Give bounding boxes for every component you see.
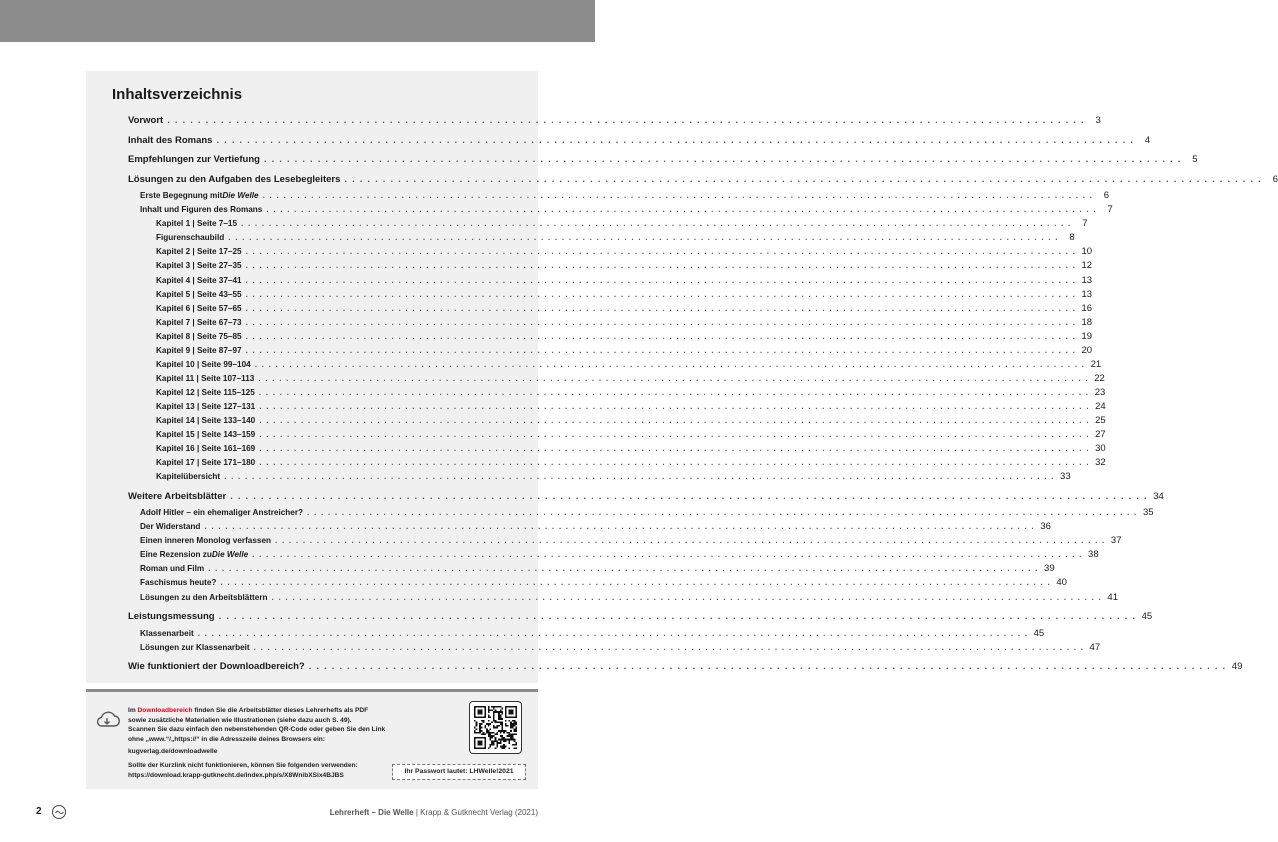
toc-entry-page: 45 (1033, 627, 1045, 639)
toc-entry[interactable] (156, 316, 1093, 328)
toc-entry-title: Kapitelübersicht (156, 472, 221, 482)
toc-entry[interactable] (128, 611, 1153, 623)
toc-entry[interactable] (156, 358, 1102, 370)
toc-entry-page: 12 (1081, 260, 1093, 272)
toc-entry-title: Erste Begegnung mit (140, 191, 223, 201)
toc-entry[interactable] (140, 563, 1055, 575)
toc-entry-title: Kapitel 7 | Seite 67–73 (156, 317, 242, 327)
toc-entry-page: 18 (1081, 316, 1093, 328)
toc-entry-page: 45 (1141, 611, 1153, 623)
toc-entry-title: Inhalt des Romans (128, 134, 213, 146)
toc-leader-dots: . . . . . . . . . . . . . . . . . . . . . . . . . . . . . . . . . . . . . . . . . . . . . . . . . . . . . . . . . . . . . . . . . . . . . . . . . . . . . . . . . . . . . . . . . . . . . . . . . . . . . . . . . . . . . . . . . . . . . . . . (344, 173, 1263, 185)
toc-entry-title: Kapitel 8 | Seite 75–85 (156, 331, 242, 341)
toc-entry-page: 10 (1081, 246, 1093, 258)
toc-leader-dots: . . . . . . . . . . . . . . . . . . . . . . . . . . . . . . . . . . . . . . . . . . . . . . . . . . . . . . . . . . . . . . . . . . . . . . . . . . . . . . . . . . . . . . . . . . . . . . . . . . . . . . . . . . . . . . . . . . . . . . . . (245, 303, 1077, 313)
toc-leader-dots: . . . . . . . . . . . . . . . . . . . . . . . . . . . . . . . . . . . . . . . . . . . . . . . . . . . . . . . . . . . . . . . . . . . . . . . . . . . . . . . . . . . . . . . . . . . . . . . . . . . . . . . . . . . . . . . . . . . . . . . . (167, 115, 1085, 126)
toc-entry-page: 8 (1069, 232, 1075, 244)
toc-entry[interactable] (128, 154, 1198, 166)
toc-entry[interactable] (140, 627, 1045, 639)
toc-entry[interactable] (156, 260, 1093, 272)
toc-leader-dots: . . . . . . . . . . . . . . . . . . . . . . . . . . . . . . . . . . . . . . . . . . . . . . . . . . . . . . . . . . . . . . . . . . . . . . . . . . . . . . . . . . . . . . . . . . . . . . . . . . . . . . . . . . . . . . . . . . . . . . . . (228, 233, 1059, 243)
toc-entry[interactable] (140, 535, 1122, 547)
toc-entry[interactable] (156, 232, 1075, 244)
toc-leader-dots: . . . . . . . . . . . . . . . . . . . . . . . . . . . . . . . . . . . . . . . . . . . . . . . . . . . . . . . . . . . . . . . . . . . . . . . . . . . . . . . . . . . . . . . . . . . . . . . . . . . . . . . . . . . . . . . . . . . . . . . . (253, 642, 1085, 652)
toc-entry-title: Kapitel 5 | Seite 43–55 (156, 289, 242, 299)
toc-entry[interactable] (156, 330, 1093, 342)
toc-entry-page: 39 (1044, 563, 1055, 575)
toc-entry[interactable] (156, 457, 1106, 469)
toc-entry-title: Lösungen zu den Aufgaben des Lesebegleiters (128, 173, 341, 185)
toc-leader-dots: . . . . . . . . . . . . . . . . . . . . . . . . . . . . . . . . . . . . . . . . . . . . . . . . . . . . . . . . . . . . . . . . . . . . . . . . . . . . . . . . . . . . . . . . . . . . . . . . . . . . . . . . . . . . . . . . . . . . . . . . (241, 219, 1072, 229)
toc-leader-dots: . . . . . . . . . . . . . . . . . . . . . . . . . . . . . . . . . . . . . . . . . . . . . . . . . . . . . . . . . . . . . . . . . . . . . . . . . . . . . . . . . . . . . . . . . . . . . . . . . . . . . . . . . . . . . . . . . . . . . . . . (216, 134, 1135, 146)
toc-entry[interactable] (156, 302, 1093, 314)
toc-entry-page: 16 (1081, 302, 1093, 314)
toc-entry-title: Klassenarbeit (140, 628, 194, 638)
toc-entry-title: Kapitel 3 | Seite 27–35 (156, 261, 242, 271)
toc-entry-title: Kapitel 13 | Seite 127–131 (156, 401, 256, 411)
toc-entry-page: 7 (1107, 204, 1113, 216)
toc-entry-page: 34 (1153, 490, 1164, 502)
toc-entry-title: Kapitel 14 | Seite 133–140 (156, 416, 256, 425)
toc-entry-page: 36 (1040, 521, 1051, 533)
download-text-prefix: Im (128, 707, 138, 714)
toc-leader-dots: . . . . . . . . . . . . . . . . . . . . . . . . . . . . . . . . . . . . . . . . . . . . . . . . . . . . . . . . . . . . . . . . . . . . . . . . . . . . . . . . . . . . . . . . . . . . . . . . . . . . . . . . . . . . . . . . . . . . . . . . (258, 387, 1090, 397)
toc-leader-dots: . . . . . . . . . . . . . . . . . . . . . . . . . . . . . . . . . . . . . . . . . . . . . . . . . . . . . . . . . . . . . . . . . . . . . . . . . . . . . . . . . . . . . . . . . . . . . . . . . . . . . . . . . . . . . . . . . . . . . . . . (204, 522, 1035, 532)
toc-entry[interactable] (156, 344, 1093, 356)
toc-leader-dots: . . . . . . . . . . . . . . . . . . . . . . . . . . . . . . . . . . . . . . . . . . . . . . . . . . . . . . . . . . . . . . . . . . . . . . . . . . . . . . . . . . . . . . . . . . . . . . . . . . . . . . . . . . . . . . . . . . . . . . . . (245, 275, 1077, 285)
toc-list (86, 71, 1278, 683)
toc-entry[interactable] (128, 115, 1101, 126)
download-area-link[interactable]: Downloadbereich (137, 707, 193, 714)
toc-entry-page: 7 (1082, 218, 1088, 230)
footer-publisher: Krapp & Gutknecht Verlag (2021) (420, 808, 538, 817)
toc-leader-dots: . . . . . . . . . . . . . . . . . . . . . . . . . . . . . . . . . . . . . . . . . . . . . . . . . . . . . . . . . . . . . . . . . . . . . . . . . . . . . . . . . . . . . . . . . . . . . . . . . . . . . . . . . . . . . . . . . . . . . . . . (266, 205, 1097, 215)
toc-leader-dots: . . . . . . . . . . . . . . . . . . . . . . . . . . . . . . . . . . . . . . . . . . . . . . . . . . . . . . . . . . . . . . . . . . . . . . . . . . . . . . . . . . . . . . . . . . . . . . . . . . . . . . . . . . . . . . . . . . . . . . . . (271, 592, 1102, 602)
toc-entry-title: Kapitel 4 | Seite 37–41 (156, 275, 242, 285)
toc-entry-title: Kapitel 12 | Seite 115–125 (156, 387, 255, 397)
toc-entry[interactable] (140, 190, 1110, 202)
toc-entry-page: 33 (1060, 471, 1071, 483)
toc-leader-dots: . . . . . . . . . . . . . . . . . . . . . . . . . . . . . . . . . . . . . . . . . . . . . . . . . . . . . . . . . . . . . . . . . . . . . . . . . . . . . . . . . . . . . . . . . . . . . . . . . . . . . . . . . . . . . . . . . . . . . . . . (220, 578, 1051, 588)
fallback-hint: Sollte der Kurzlink nicht funktionieren, können Sie folgenden verwenden: (128, 761, 358, 769)
toc-entry[interactable] (140, 507, 1154, 519)
short-url-link[interactable]: kugverlag.de/downloadwelle (128, 748, 218, 756)
toc-entry-page: 4 (1144, 134, 1151, 146)
download-text-line4: ohne „www.“/„https://“ in die Adresszeile deines Browsers ein: (128, 735, 325, 743)
toc-entry[interactable] (156, 372, 1105, 384)
toc-entry[interactable] (128, 661, 1243, 673)
toc-entry-page: 25 (1095, 415, 1106, 426)
toc-entry[interactable] (140, 641, 1101, 653)
toc-leader-dots: . . . . . . . . . . . . . . . . . . . . . . . . . . . . . . . . . . . . . . . . . . . . . . . . . . . . . . . . . . . . . . . . . . . . . . . . . . . . . . . . . . . . . . . . . . . . . . . . . . . . . . . . . . . . . . . . . . . . . . . . (197, 628, 1029, 638)
header-band (0, 0, 595, 42)
toc-leader-dots: . . . . . . . . . . . . . . . . . . . . . . . . . . . . . . . . . . . . . . . . . . . . . . . . . . . . . . . . . . . . . . . . . . . . . . . . . . . . . . . . . . . . . . . . . . . . . . . . . . . . . . . . . . . . . . . . . . . . . . . . (208, 564, 1039, 574)
toc-leader-dots: . . . . . . . . . . . . . . . . . . . . . . . . . . . . . . . . . . . . . . . . . . . . . . . . . . . . . . . . . . . . . . . . . . . . . . . . . . . . . . . . . . . . . . . . . . . . . . . . . . . . . . . . . . . . . . . . . . . . . . . . (262, 191, 1094, 201)
toc-entry-title: Adolf Hitler – ein ehemaliger Anstreicher? (140, 508, 304, 518)
toc-entry-page: 5 (1192, 154, 1198, 166)
toc-entry-title: Kapitel 10 | Seite 99–104 (156, 359, 251, 369)
toc-entry-title-italic: Die Welle (222, 191, 259, 201)
toc-entry-page: 40 (1056, 577, 1067, 589)
toc-leader-dots: . . . . . . . . . . . . . . . . . . . . . . . . . . . . . . . . . . . . . . . . . . . . . . . . . . . . . . . . . . . . . . . . . . . . . . . . . . . . . . . . . . . . . . . . . . . . . . . . . . . . . . . . . . . . . . . . . . . . . . . . (245, 247, 1077, 257)
toc-entry-title: Lösungen zur Klassenarbeit (140, 642, 250, 652)
toc-entry[interactable] (140, 204, 1113, 216)
toc-entry-page: 32 (1095, 457, 1106, 469)
footer-credits (330, 808, 538, 817)
toc-entry[interactable] (156, 274, 1093, 286)
toc-entry[interactable] (140, 549, 1099, 561)
toc-leader-dots: . . . . . . . . . . . . . . . . . . . . . . . . . . . . . . . . . . . . . . . . . . . . . . . . . . . . . . . . . . . . . . . . . . . . . . . . . . . . . . . . . . . . . . . . . . . . . . . . . . . . . . . . . . . . . . . . . . . . . . . . (259, 430, 1090, 440)
toc-leader-dots: . . . . . . . . . . . . . . . . . . . . . . . . . . . . . . . . . . . . . . . . . . . . . . . . . . . . . . . . . . . . . . . . . . . . . . . . . . . . . . . . . . . . . . . . . . . . . . . . . . . . . . . . . . . . . . . . . . . . . . . . (245, 345, 1077, 355)
download-text-line2: sowie zusätzliche Materialien wie Illustrationen (siehe dazu auch S. 49). (128, 716, 352, 724)
toc-leader-dots: . . . . . . . . . . . . . . . . . . . . . . . . . . . . . . . . . . . . . . . . . . . . . . . . . . . . . . . . . . . . . . . . . . . . . . . . . . . . . . . . . . . . . . . . . . . . . . . . . . . . . . . . . . . . . . . . . . . . . . . . (245, 261, 1077, 271)
toc-leader-dots: . . . . . . . . . . . . . . . . . . . . . . . . . . . . . . . . . . . . . . . . . . . . . . . . . . . . . . . . . . . . . . . . . . . . . . . . . . . . . . . . . . . . . . . . . . . . . . . . . . . . . . . . . . . . . . . . . . . . . . . . (254, 359, 1086, 369)
toc-entry-page: 19 (1081, 330, 1093, 342)
toc-leader-dots: . . . . . . . . . . . . . . . . . . . . . . . . . . . . . . . . . . . . . . . . . . . . . . . . . . . . . . . . . . . . . . . . . . . . . . . . . . . . . . . . . . . . . . . . . . . . . . . . . . . . . . . . . . . . . . . . . . . . . . . . (258, 373, 1089, 383)
toc-entry-title: Weitere Arbeitsblätter (128, 490, 227, 502)
toc-entry[interactable] (156, 386, 1106, 398)
toc-entry-title: Leistungsmessung (128, 611, 215, 623)
toc-entry-page: 24 (1095, 400, 1106, 412)
toc-entry[interactable] (128, 173, 1278, 185)
toc-leader-dots: . . . . . . . . . . . . . . . . . . . . . . . . . . . . . . . . . . . . . . . . . . . . . . . . . . . . . . . . . . . . . . . . . . . . . . . . . . . . . . . . . . . . . . . . . . . . . . . . . . . . . . . . . . . . . . . . . . . . . . . . (245, 317, 1077, 327)
toc-entry[interactable] (156, 471, 1071, 483)
toc-entry-title: Kapitel 17 | Seite 171–180 (156, 458, 256, 468)
page-number: 2 (36, 806, 42, 817)
toc-entry-title: Kapitel 9 | Seite 87–97 (156, 345, 242, 355)
toc-entry[interactable] (128, 490, 1164, 502)
qr-code-frame (469, 701, 522, 754)
toc-entry-page: 22 (1094, 372, 1105, 384)
toc-entry[interactable] (128, 134, 1151, 146)
toc-entry-title: Kapitel 6 | Seite 57–65 (156, 303, 242, 313)
toc-entry-page: 37 (1110, 535, 1122, 547)
toc-entry[interactable] (156, 443, 1106, 455)
toc-entry-page: 13 (1081, 274, 1093, 286)
toc-entry-page: 49 (1231, 661, 1243, 673)
toc-entry[interactable] (140, 577, 1067, 589)
toc-entry-title: Der Widerstand (140, 522, 201, 532)
toc-entry-title: Kapitel 16 | Seite 161–169 (156, 444, 256, 454)
toc-leader-dots: . . . . . . . . . . . . . . . . . . . . . . . . . . . . . . . . . . . . . . . . . . . . . . . . . . . . . . . . . . . . . . . . . . . . . . . . . . . . . . . . . . . . . . . . . . . . . . . . . . . . . . . . . . . . . . . . . . . . . . . . (259, 416, 1090, 425)
toc-entry-page: 47 (1089, 641, 1101, 653)
cloud-download-icon (94, 710, 120, 730)
toc-entry[interactable] (156, 218, 1088, 230)
toc-entry-title: Kapitel 11 | Seite 107–113 (156, 373, 255, 383)
password-box: Ihr Passwort lautet: LHWelle!2021 (392, 764, 526, 780)
toc-entry-title: Lösungen zu den Arbeitsblättern (140, 592, 268, 602)
download-text-line3: Scannen Sie dazu einfach den nebenstehenden QR-Code oder geben Sie den Link (128, 726, 386, 734)
toc-entry-page: 38 (1088, 549, 1099, 561)
toc-entry-page: 6 (1272, 173, 1278, 185)
toc-entry-title: Wie funktioniert der Downloadbereich? (128, 661, 305, 673)
toc-leader-dots: . . . . . . . . . . . . . . . . . . . . . . . . . . . . . . . . . . . . . . . . . . . . . . . . . . . . . . . . . . . . . . . . . . . . . . . . . . . . . . . . . . . . . . . . . . . . . . . . . . . . . . . . . . . . . . . . . . . . . . . . (230, 490, 1148, 502)
toc-leader-dots: . . . . . . . . . . . . . . . . . . . . . . . . . . . . . . . . . . . . . . . . . . . . . . . . . . . . . . . . . . . . . . . . . . . . . . . . . . . . . . . . . . . . . . . . . . . . . . . . . . . . . . . . . . . . . . . . . . . . . . . . (307, 508, 1138, 518)
download-instructions (128, 706, 398, 780)
toc-entry-title-italic: Die Welle (211, 550, 249, 560)
toc-leader-dots: . . . . . . . . . . . . . . . . . . . . . . . . . . . . . . . . . . . . . . . . . . . . . . . . . . . . . . . . . . . . . . . . . . . . . . . . . . . . . . . . . . . . . . . . . . . . . . . . . . . . . . . . . . . . . . . . . . . . . . . . (259, 401, 1090, 411)
toc-entry-page: 27 (1095, 429, 1106, 441)
toc-entry-page: 30 (1095, 443, 1106, 455)
toc-entry[interactable] (156, 400, 1106, 412)
toc-entry-page: 35 (1142, 507, 1154, 519)
toc-entry-title: Inhalt und Figuren des Romans (140, 205, 263, 215)
toc-entry-title: Kapitel 15 | Seite 143–159 (156, 430, 256, 440)
toc-entry-page: 3 (1095, 115, 1101, 126)
toc-leader-dots: . . . . . . . . . . . . . . . . . . . . . . . . . . . . . . . . . . . . . . . . . . . . . . . . . . . . . . . . . . . . . . . . . . . . . . . . . . . . . . . . . . . . . . . . . . . . . . . . . . . . . . . . . . . . . . . . . . . . . . . . (252, 550, 1083, 560)
long-url-link[interactable]: https://download.krapp-gutknecht.de/index.php/s/X8WnibXSix4BJBS (128, 771, 344, 779)
toc-leader-dots: . . . . . . . . . . . . . . . . . . . . . . . . . . . . . . . . . . . . . . . . . . . . . . . . . . . . . . . . . . . . . . . . . . . . . . . . . . . . . . . . . . . . . . . . . . . . . . . . . . . . . . . . . . . . . . . . . . . . . . . . (245, 289, 1077, 299)
toc-entry-page: 23 (1094, 386, 1106, 398)
toc-entry-title: Faschismus heute? (140, 578, 217, 588)
toc-leader-dots: . . . . . . . . . . . . . . . . . . . . . . . . . . . . . . . . . . . . . . . . . . . . . . . . . . . . . . . . . . . . . . . . . . . . . . . . . . . . . . . . . . . . . . . . . . . . . . . . . . . . . . . . . . . . . . . . . . . . . . . . (263, 154, 1182, 166)
publisher-logo-icon (52, 805, 66, 819)
footer-book-title: Lehrerheft – Die Welle (329, 808, 414, 817)
toc-leader-dots: . . . . . . . . . . . . . . . . . . . . . . . . . . . . . . . . . . . . . . . . . . . . . . . . . . . . . . . . . . . . . . . . . . . . . . . . . . . . . . . . . . . . . . . . . . . . . . . . . . . . . . . . . . . . . . . . . . . . . . . . (245, 331, 1077, 341)
toc-entry-title: Vorwort (128, 115, 164, 126)
toc-entry[interactable] (140, 521, 1051, 533)
toc-leader-dots: . . . . . . . . . . . . . . . . . . . . . . . . . . . . . . . . . . . . . . . . . . . . . . . . . . . . . . . . . . . . . . . . . . . . . . . . . . . . . . . . . . . . . . . . . . . . . . . . . . . . . . . . . . . . . . . . . . . . . . . . (259, 458, 1090, 468)
toc-panel (86, 71, 1278, 683)
toc-entry[interactable] (156, 415, 1106, 426)
toc-entry-title: Empfehlungen zur Vertiefung (128, 154, 260, 166)
toc-title: Inhaltsverzeichnis (112, 86, 243, 103)
toc-entry-title: Kapitel 2 | Seite 17–25 (156, 247, 242, 257)
toc-entry-title: Roman und Film (140, 564, 205, 574)
qr-code-icon[interactable] (474, 706, 517, 749)
toc-entry-page: 6 (1103, 190, 1110, 202)
toc-entry-title: Eine Rezension zu (140, 550, 212, 560)
toc-entry-page: 20 (1081, 344, 1093, 356)
download-text-line1: finden Sie die Arbeitsblätter dieses Lehrerhefts als PDF (192, 707, 369, 714)
footer-separator: | (413, 808, 421, 817)
toc-leader-dots: . . . . . . . . . . . . . . . . . . . . . . . . . . . . . . . . . . . . . . . . . . . . . . . . . . . . . . . . . . . . . . . . . . . . . . . . . . . . . . . . . . . . . . . . . . . . . . . . . . . . . . . . . . . . . . . . . . . . . . . . (275, 536, 1106, 546)
toc-entry[interactable] (140, 591, 1118, 603)
toc-entry-page: 41 (1107, 591, 1118, 603)
toc-entry[interactable] (156, 288, 1093, 300)
toc-entry-page: 21 (1090, 358, 1102, 370)
toc-entry-title: Kapitel 1 | Seite 7–15 (156, 219, 238, 229)
toc-leader-dots: . . . . . . . . . . . . . . . . . . . . . . . . . . . . . . . . . . . . . . . . . . . . . . . . . . . . . . . . . . . . . . . . . . . . . . . . . . . . . . . . . . . . . . . . . . . . . . . . . . . . . . . . . . . . . . . . . . . . . . . . (259, 444, 1090, 454)
toc-leader-dots: . . . . . . . . . . . . . . . . . . . . . . . . . . . . . . . . . . . . . . . . . . . . . . . . . . . . . . . . . . . . . . . . . . . . . . . . . . . . . . . . . . . . . . . . . . . . . . . . . . . . . . . . . . . . . . . . . . . . . . . . (218, 611, 1137, 623)
toc-entry-page: 13 (1081, 288, 1093, 300)
toc-entry-title: Figurenschaubild (156, 233, 225, 243)
toc-entry[interactable] (156, 246, 1093, 258)
toc-entry-title: Einen inneren Monolog verfassen (140, 536, 272, 546)
download-panel (86, 689, 538, 789)
toc-leader-dots: . . . . . . . . . . . . . . . . . . . . . . . . . . . . . . . . . . . . . . . . . . . . . . . . . . . . . . . . . . . . . . . . . . . . . . . . . . . . . . . . . . . . . . . . . . . . . . . . . . . . . . . . . . . . . . . . . . . . . . . . (224, 472, 1055, 482)
toc-entry[interactable] (156, 429, 1106, 441)
toc-leader-dots: . . . . . . . . . . . . . . . . . . . . . . . . . . . . . . . . . . . . . . . . . . . . . . . . . . . . . . . . . . . . . . . . . . . . . . . . . . . . . . . . . . . . . . . . . . . . . . . . . . . . . . . . . . . . . . . . . . . . . . . . (308, 661, 1227, 673)
